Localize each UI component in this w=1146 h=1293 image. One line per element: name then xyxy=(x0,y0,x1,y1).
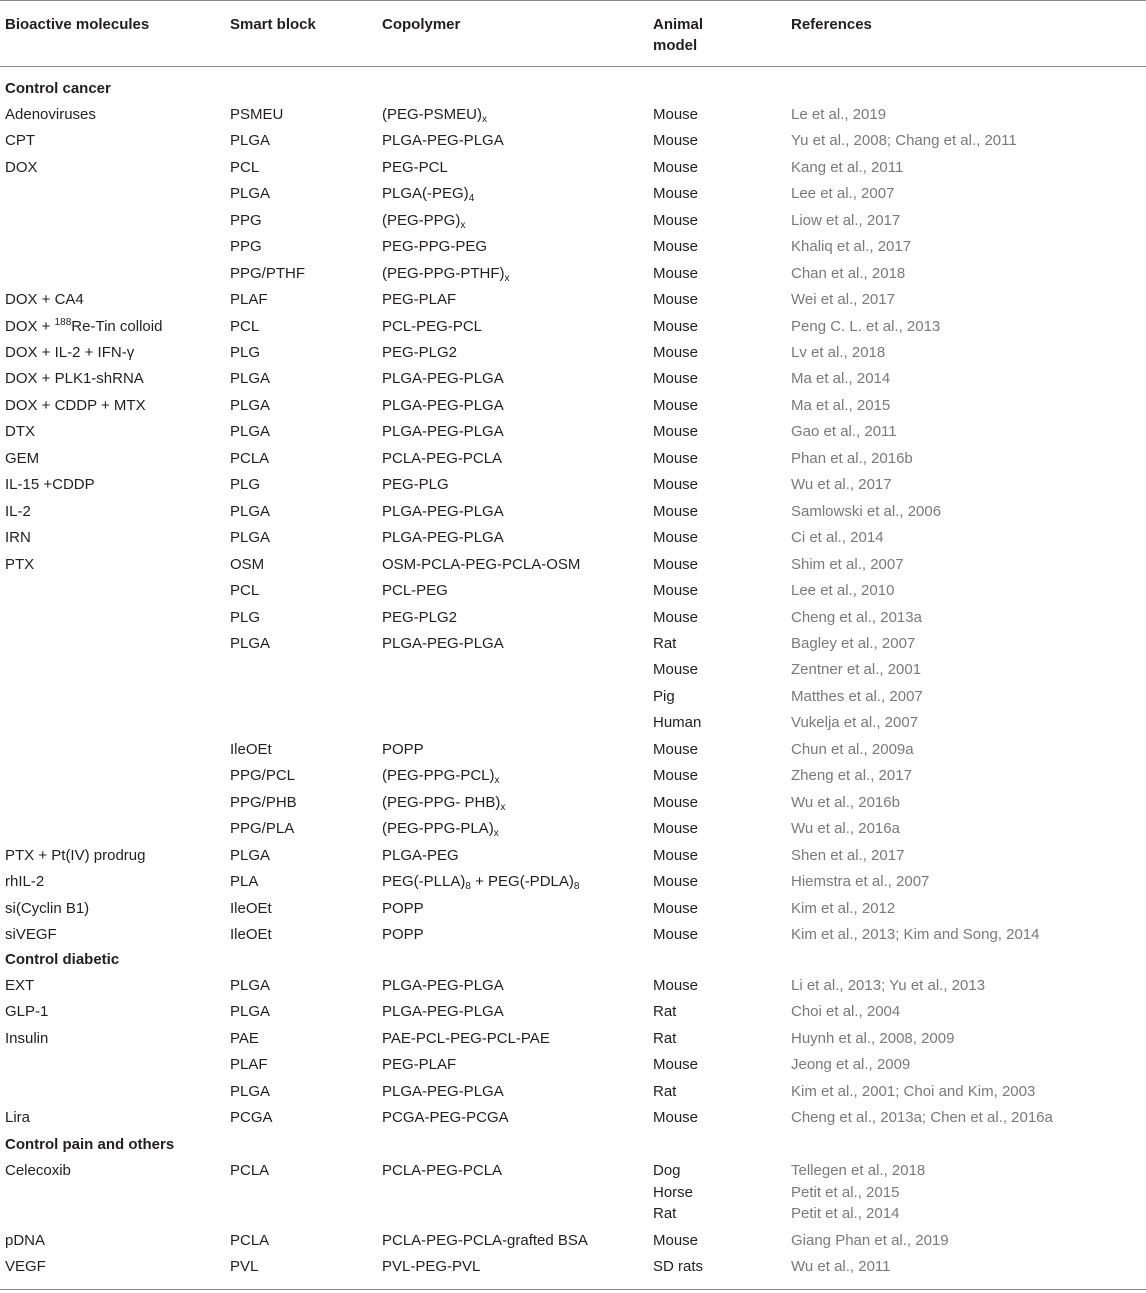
smart-block-cell: PPG xyxy=(230,238,262,255)
reference-cell: Huynh et al., 2008, 2009 xyxy=(791,1030,955,1047)
reference-cell: Phan et al., 2016b xyxy=(791,450,913,467)
reference-cell: Chun et al., 2009a xyxy=(791,741,914,758)
reference-cell: Wei et al., 2017 xyxy=(791,291,895,308)
copolymer-cell: PEG-PCL xyxy=(382,159,448,176)
smart-block-cell: PVL xyxy=(230,1258,259,1275)
smart-block-cell: PLGA xyxy=(230,529,271,546)
copolymer-cell: PEG-PPG-PEG xyxy=(382,238,488,255)
reference-cell: Samlowski et al., 2006 xyxy=(791,503,942,520)
animal-model-cell: Mouse xyxy=(653,423,699,440)
copolymer-cell: PAE-PCL-PEG-PCL-PAE xyxy=(382,1030,550,1047)
reference-cell: Wu et al., 2016a xyxy=(791,820,900,837)
section-title: Control cancer xyxy=(5,80,111,97)
smart-block-cell: PLGA xyxy=(230,1003,271,1020)
smart-block-cell: PLGA xyxy=(230,977,271,994)
smart-block-cell: PLGA xyxy=(230,185,271,202)
smart-block-cell: IleOEt xyxy=(230,926,272,943)
animal-model-cell: Mouse xyxy=(653,397,699,414)
animal-model-cell: Mouse xyxy=(653,291,699,308)
reference-cell: Gao et al., 2011 xyxy=(791,423,897,440)
animal-model-cell: Mouse xyxy=(653,476,699,493)
reference-cell: Kim et al., 2013; Kim and Song, 2014 xyxy=(791,926,1040,943)
copolymer-cell: POPP xyxy=(382,926,424,943)
reference-cell: Choi et al., 2004 xyxy=(791,1003,901,1020)
molecule-cell: PTX + Pt(IV) prodrug xyxy=(5,847,146,864)
header-references: References xyxy=(791,16,872,33)
smart-block-cell: PPG/PCL xyxy=(230,767,296,784)
reference-cell: Matthes et al., 2007 xyxy=(791,688,923,705)
smart-block-cell: OSM xyxy=(230,556,265,573)
reference-cell: Khaliq et al., 2017 xyxy=(791,238,912,255)
molecule-cell: IL-2 xyxy=(5,503,31,520)
animal-model-cell: Mouse xyxy=(653,370,699,387)
animal-model-cell: Rat xyxy=(653,1205,677,1222)
animal-model-cell: Mouse xyxy=(653,106,699,123)
reference-cell: Wu et al., 2011 xyxy=(791,1258,891,1275)
reference-cell: Shen et al., 2017 xyxy=(791,847,905,864)
smart-block-cell: PCGA xyxy=(230,1109,273,1126)
section-title: Control pain and others xyxy=(5,1136,175,1153)
animal-model-cell: Mouse xyxy=(653,847,699,864)
molecule-cell: Celecoxib xyxy=(5,1162,71,1179)
molecule-cell: DOX + CA4 xyxy=(5,291,84,308)
animal-model-cell: Mouse xyxy=(653,582,699,599)
copolymer-cell: PEG-PLG2 xyxy=(382,609,458,626)
animal-model-cell: Mouse xyxy=(653,661,699,678)
animal-model-cell: Pig xyxy=(653,688,675,705)
reference-cell: Ma et al., 2015 xyxy=(791,397,891,414)
animal-model-cell: Mouse xyxy=(653,529,699,546)
copolymer-cell: PLGA-PEG xyxy=(382,847,459,864)
reference-cell: Petit et al., 2014 xyxy=(791,1205,900,1222)
reference-cell: Lv et al., 2018 xyxy=(791,344,886,361)
molecule-cell: DOX + CDDP + MTX xyxy=(5,397,146,414)
molecule-cell: DOX + PLK1-shRNA xyxy=(5,370,144,387)
animal-model-cell: Rat xyxy=(653,1030,677,1047)
animal-model-cell: Mouse xyxy=(653,767,699,784)
reference-cell: Chan et al., 2018 xyxy=(791,265,906,282)
reference-cell: Zheng et al., 2017 xyxy=(791,767,912,784)
smart-block-cell: PPG/PHB xyxy=(230,794,297,811)
molecule-cell: Insulin xyxy=(5,1030,49,1047)
reference-cell: Kim et al., 2001; Choi and Kim, 2003 xyxy=(791,1083,1036,1100)
copolymer-cell: POPP xyxy=(382,741,424,758)
smart-block-cell: PSMEU xyxy=(230,106,284,123)
smart-block-cell: PLG xyxy=(230,609,261,626)
molecule-cell: CPT xyxy=(5,132,35,149)
smart-block-cell: PAE xyxy=(230,1030,259,1047)
copolymer-cell: PCGA-PEG-PCGA xyxy=(382,1109,509,1126)
molecule-cell: PTX xyxy=(5,556,35,573)
reference-cell: Lee et al., 2010 xyxy=(791,582,895,599)
copolymer-cell: PLGA-PEG-PLGA xyxy=(382,370,504,387)
molecule-cell: VEGF xyxy=(5,1258,46,1275)
animal-model-cell: Mouse xyxy=(653,873,699,890)
molecule-cell: Adenoviruses xyxy=(5,106,96,123)
molecule-cell: IRN xyxy=(5,529,31,546)
molecule-cell: IL-15 +CDDP xyxy=(5,476,95,493)
reference-cell: Ci et al., 2014 xyxy=(791,529,884,546)
smart-block-cell: PPG/PTHF xyxy=(230,265,306,282)
animal-model-cell: Rat xyxy=(653,1083,677,1100)
copolymer-cell: $(PEG-PPG)_x$ xyxy=(382,212,466,231)
smart-block-cell: IleOEt xyxy=(230,741,272,758)
smart-block-cell: PLGA xyxy=(230,503,271,520)
reference-cell: Zentner et al., 2001 xyxy=(791,661,922,678)
animal-model-cell: Dog xyxy=(653,1162,681,1179)
molecule-cell: si(Cyclin B1) xyxy=(5,900,90,917)
reference-cell: Shim et al., 2007 xyxy=(791,556,904,573)
animal-model-cell: Mouse xyxy=(653,238,699,255)
copolymer-cell: PEG-PLG xyxy=(382,476,449,493)
reference-cell: Cheng et al., 2013a xyxy=(791,609,922,626)
animal-model-cell: Horse xyxy=(653,1184,694,1201)
smart-block-cell: PLGA xyxy=(230,847,271,864)
animal-model-cell: Mouse xyxy=(653,503,699,520)
animal-model-cell: Mouse xyxy=(653,820,699,837)
copolymer-cell: POPP xyxy=(382,900,424,917)
smart-block-cell: PCLA xyxy=(230,1232,270,1249)
animal-model-cell: Mouse xyxy=(653,556,699,573)
header-smart-block: Smart block xyxy=(230,16,316,33)
animal-model-cell: Mouse xyxy=(653,741,699,758)
animal-model-cell: SD rats xyxy=(653,1258,704,1275)
animal-model-cell: Mouse xyxy=(653,132,699,149)
molecule-cell: GLP-1 xyxy=(5,1003,49,1020)
copolymer-cell: PLGA-PEG-PLGA xyxy=(382,423,504,440)
reference-cell: Kim et al., 2012 xyxy=(791,900,896,917)
reference-cell: Vukelja et al., 2007 xyxy=(791,714,919,731)
header-bioactive-molecules: Bioactive molecules xyxy=(5,16,150,33)
reference-cell: Ma et al., 2014 xyxy=(791,370,891,387)
animal-model-cell: Mouse xyxy=(653,1109,699,1126)
header-rule xyxy=(0,66,1146,67)
animal-model-cell: Mouse xyxy=(653,344,699,361)
reference-cell: Bagley et al., 2007 xyxy=(791,635,916,652)
copolymer-cell: $PLGA(-PEG)_4$ xyxy=(382,185,475,204)
molecule-cell: siVEGF xyxy=(5,926,57,943)
section-title: Control diabetic xyxy=(5,951,120,968)
smart-block-cell: PLAF xyxy=(230,1056,268,1073)
molecule-cell: DOX xyxy=(5,159,38,176)
copolymer-cell: PLGA-PEG-PLGA xyxy=(382,397,504,414)
molecule-cell: DOX + $^{188}$Re-Tin colloid xyxy=(5,317,163,335)
molecule-cell: DOX + IL-2 + IFN-γ xyxy=(5,344,135,361)
molecule-cell: EXT xyxy=(5,977,35,994)
bottom-rule xyxy=(0,1289,1146,1290)
reference-cell: Wu et al., 2016b xyxy=(791,794,900,811)
smart-block-cell: PLG xyxy=(230,344,261,361)
reference-cell: Petit et al., 2015 xyxy=(791,1184,900,1201)
copolymer-cell: PLGA-PEG-PLGA xyxy=(382,503,504,520)
animal-model-cell: Mouse xyxy=(653,900,699,917)
smart-block-cell: PLA xyxy=(230,873,259,890)
molecule-cell: pDNA xyxy=(5,1232,46,1249)
smart-block-cell: PLGA xyxy=(230,423,271,440)
molecule-cell: DTX xyxy=(5,423,35,440)
copolymer-cell: PLGA-PEG-PLGA xyxy=(382,635,504,652)
copolymer-cell: $(PEG-PPG-PTHF)_x$ xyxy=(382,265,510,284)
copolymer-cell: OSM-PCLA-PEG-PCLA-OSM xyxy=(382,556,581,573)
reference-cell: Jeong et al., 2009 xyxy=(791,1056,911,1073)
animal-model-cell: Mouse xyxy=(653,185,699,202)
animal-model-cell: Mouse xyxy=(653,265,699,282)
smart-block-cell: IleOEt xyxy=(230,900,272,917)
animal-model-cell: Mouse xyxy=(653,609,699,626)
animal-model-cell: Mouse xyxy=(653,1232,699,1249)
smart-block-cell: PCL xyxy=(230,159,260,176)
reference-cell: Peng C. L. et al., 2013 xyxy=(791,318,941,335)
animal-model-cell: Mouse xyxy=(653,318,699,335)
reference-cell: Giang Phan et al., 2019 xyxy=(791,1232,949,1249)
reference-cell: Tellegen et al., 2018 xyxy=(791,1162,926,1179)
copolymer-cell: PCLA-PEG-PCLA xyxy=(382,1162,503,1179)
reference-cell: Hiemstra et al., 2007 xyxy=(791,873,930,890)
reference-cell: Li et al., 2013; Yu et al., 2013 xyxy=(791,977,986,994)
molecule-cell: GEM xyxy=(5,450,40,467)
animal-model-cell: Mouse xyxy=(653,450,699,467)
copolymer-cell: PLGA-PEG-PLGA xyxy=(382,977,504,994)
header-copolymer: Copolymer xyxy=(382,16,461,33)
copolymer-cell: PEG-PLAF xyxy=(382,1056,457,1073)
animal-model-cell: Mouse xyxy=(653,977,699,994)
molecule-cell: rhIL-2 xyxy=(5,873,45,890)
smart-block-cell: PCL xyxy=(230,318,260,335)
copolymer-cell: $(PEG-PPG-PLA)_x$ xyxy=(382,820,499,839)
animal-model-cell: Mouse xyxy=(653,926,699,943)
smart-block-cell: PLG xyxy=(230,476,261,493)
smart-block-cell: PLGA xyxy=(230,370,271,387)
smart-block-cell: PCLA xyxy=(230,450,270,467)
reference-cell: Yu et al., 2008; Chang et al., 2011 xyxy=(791,132,1017,149)
copolymer-cell: PCLA-PEG-PCLA-grafted BSA xyxy=(382,1232,588,1249)
copolymer-cell: PLGA-PEG-PLGA xyxy=(382,1083,504,1100)
smart-block-cell: PLGA xyxy=(230,132,271,149)
animal-model-cell: Rat xyxy=(653,1003,677,1020)
animal-model-cell: Human xyxy=(653,714,702,731)
copolymer-cell: $(PEG-PPG-PCL)_x$ xyxy=(382,767,500,786)
smart-block-cell: PPG/PLA xyxy=(230,820,295,837)
copolymer-cell: PEG-PLAF xyxy=(382,291,457,308)
reference-cell: Liow et al., 2017 xyxy=(791,212,901,229)
animal-model-cell: Mouse xyxy=(653,212,699,229)
smart-block-cell: PLGA xyxy=(230,1083,271,1100)
copolymer-cell: $PEG(-PLLA)_8$ + $PEG(-PDLA)_8$ xyxy=(382,873,580,892)
reference-cell: Wu et al., 2017 xyxy=(791,476,892,493)
smart-block-cell: PCLA xyxy=(230,1162,270,1179)
copolymer-cell: PVL-PEG-PVL xyxy=(382,1258,481,1275)
smart-block-cell: PLGA xyxy=(230,635,271,652)
smart-block-cell: PCL xyxy=(230,582,260,599)
copolymer-cell: (PEG-PPG- $PHB)_x$ xyxy=(382,794,506,813)
smart-block-cell: PLGA xyxy=(230,397,271,414)
copolymer-cell: PLGA-PEG-PLGA xyxy=(382,529,504,546)
copolymer-cell: PCL-PEG xyxy=(382,582,448,599)
animal-model-cell: Mouse xyxy=(653,1056,699,1073)
molecule-cell: Lira xyxy=(5,1109,31,1126)
reference-cell: Kang et al., 2011 xyxy=(791,159,904,176)
animal-model-cell: Mouse xyxy=(653,794,699,811)
animal-model-cell: Rat xyxy=(653,635,677,652)
copolymer-cell: PEG-PLG2 xyxy=(382,344,458,361)
top-rule xyxy=(0,0,1146,1)
smart-block-cell: PLAF xyxy=(230,291,268,308)
animal-model-cell: Mouse xyxy=(653,159,699,176)
copolymer-cell: PLGA-PEG-PLGA xyxy=(382,1003,504,1020)
copolymer-cell: PCLA-PEG-PCLA xyxy=(382,450,503,467)
header-animal-model: Animal model xyxy=(653,16,704,54)
copolymer-cell: $(PEG-PSMEU)_x$ xyxy=(382,106,488,125)
reference-cell: Le et al., 2019 xyxy=(791,106,887,123)
smart-block-cell: PPG xyxy=(230,212,262,229)
reference-cell: Cheng et al., 2013a; Chen et al., 2016a xyxy=(791,1109,1053,1126)
copolymer-cell: PLGA-PEG-PLGA xyxy=(382,132,504,149)
reference-cell: Lee et al., 2007 xyxy=(791,185,895,202)
copolymer-cell: PCL-PEG-PCL xyxy=(382,318,483,335)
